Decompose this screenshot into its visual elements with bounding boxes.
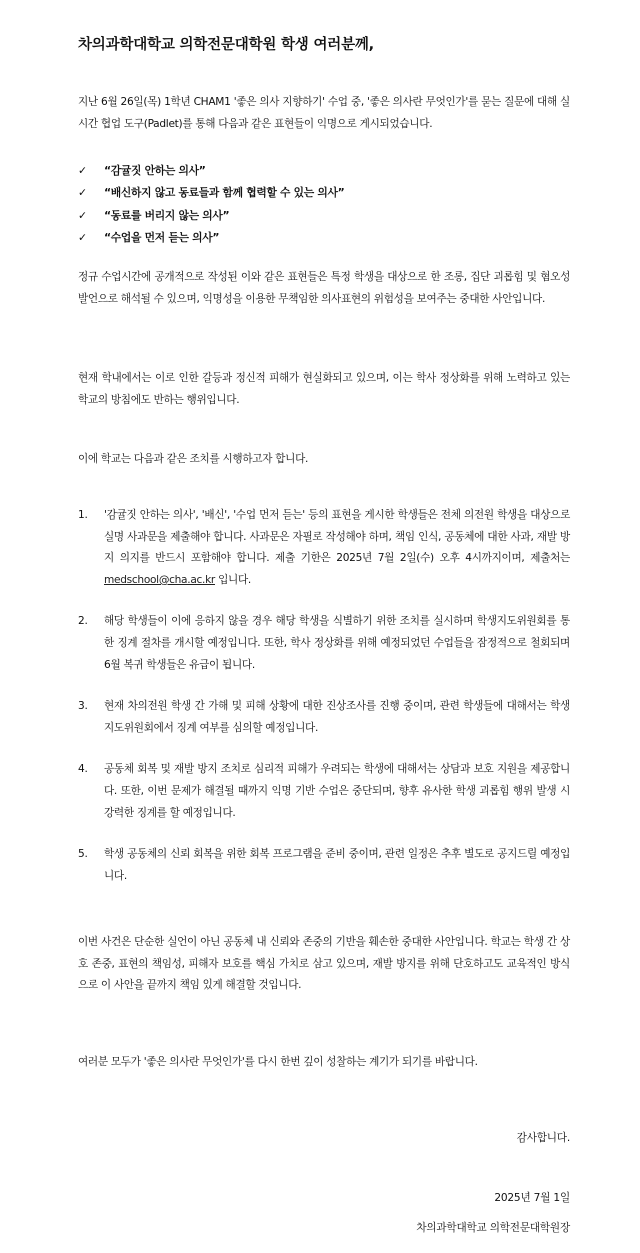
- item-text-tail: 입니다.: [218, 573, 251, 586]
- item-number: 2.: [78, 615, 88, 628]
- measure-item-3: [78, 696, 570, 739]
- paragraph-reflection: 여러분 모두가 '좋은 의사란 무엇인가'를 다시 한번 깊이 성찰하는 계기가 되기를 바랍니다.: [78, 1056, 478, 1068]
- paragraph-seriousness: 정규 수업시간에 공개적으로 작성된 이와 같은 표현들은 특정 학생을 대상으로 한 조롱, 집단 괴롭힘 및 혐오성 발언으로 해석될 수 있으며, 익명성을 이용한 무책임한 의사표현의 위험성을 보여주는 중대한 사안입니다.: [78, 271, 570, 305]
- item-number: 4.: [78, 763, 88, 776]
- check-icon: ✓: [78, 208, 87, 222]
- letter-title: 차의과학대학교 의학전문대학원 학생 여러분께,: [78, 37, 374, 53]
- quote-text: “감귤짓 안하는 의사”: [104, 164, 206, 177]
- item-text: '감귤짓 안하는 의사', '배신', '수업 먼저 듣는' 등의 표현을 게시한 학생들은 전체 의전원 학생을 대상으로 실명 사과문을 제출해야 합니다. 사과문은 자필로 작성해야 하며, 책임 인식, 공동체에 대한 사과, 재발 방지 의지를 반드시 포함해야 합니다. 제출 기한은 2025년 7월 2일(수) 오후 4시까지이며, 제출처는: [104, 509, 570, 565]
- quote-text: “배신하지 않고 동료들과 함께 협력할 수 있는 의사”: [104, 186, 345, 200]
- quote-item: [78, 182, 578, 204]
- quote-item: [78, 227, 578, 249]
- quoted-expressions-list: [78, 160, 578, 250]
- item-text: 공동체 회복 및 재발 방지 조치로 심리적 피해가 우려되는 학생에 대해서는 상담과 보호 지원을 제공합니다. 또한, 이번 문제가 해결될 때까지 익명 기반 수업은 중단되며, 향후 유사한 학생 괴롭힘 행위 발생 시 강력한 징계를 할 예정입니다.: [104, 763, 570, 819]
- check-icon: ✓: [78, 186, 87, 200]
- item-number: 1.: [78, 509, 88, 521]
- measures-list: [78, 505, 570, 887]
- quote-text: “동료를 버리지 않는 의사”: [104, 208, 230, 222]
- measure-item-1: [78, 505, 570, 591]
- paragraph-conclusion: 이번 사건은 단순한 실언이 아닌 공동체 내 신뢰와 존중의 기반을 훼손한 중대한 사안입니다. 학교는 학생 간 상호 존중, 표현의 책임성, 피해자 보호를 핵심 가치로 삼고 있으며, 재발 방지를 위해 단호하고도 교육적인 방식으로 이 사안을 끝까지 책임 있게 해결할 것입니다.: [78, 936, 570, 991]
- quote-item: [78, 160, 578, 182]
- email-link[interactable]: medschool@cha.ac.kr: [104, 573, 215, 586]
- quote-item: [78, 205, 578, 227]
- check-icon: ✓: [78, 164, 87, 177]
- item-text: 학생 공동체의 신뢰 회복을 위한 회복 프로그램을 준비 중이며, 관련 일정은 추후 별도로 공지드릴 예정입니다.: [104, 848, 570, 882]
- paragraph-measures-intro: 이에 학교는 다음과 같은 조치를 시행하고자 합니다.: [78, 453, 309, 465]
- item-number: 5.: [78, 848, 88, 861]
- item-text: 해당 학생들이 이에 응하지 않을 경우 해당 학생을 식별하기 위한 조치를 실시하며 학생지도위원회를 통한 징계 절차를 개시할 예정입니다. 또한, 학사 정상화를 위해 예정되었던 수업들을 잠정적으로 철회되며 6월 복귀 학생들은 유급이 됩니다.: [104, 615, 570, 671]
- paragraph-current-situation: 현재 학내에서는 이로 인한 갈등과 정신적 피해가 현실화되고 있으며, 이는 학사 정상화를 위해 노력하고 있는 학교의 방침에도 반하는 행위입니다.: [78, 372, 570, 406]
- letter-signature: 차의과학대학교 의학전문대학원장: [416, 1222, 570, 1234]
- letter-date: 2025년 7월 1일: [494, 1192, 570, 1204]
- quote-text: “수업을 먼저 듣는 의사”: [104, 231, 220, 245]
- item-number: 3.: [78, 700, 88, 713]
- measure-item-2: [78, 611, 570, 676]
- measure-item-5: [78, 844, 570, 887]
- item-text: 현재 차의전원 학생 간 가해 및 피해 상황에 대한 진상조사를 진행 중이며, 관련 학생들에 대해서는 학생지도위원회에서 징계 여부를 심의할 예정입니다.: [104, 700, 570, 734]
- measure-item-4: [78, 759, 570, 824]
- intro-paragraph: 지난 6월 26일(목) 1학년 CHAM1 '좋은 의사 지향하기' 수업 중, '좋은 의사란 무엇인가'를 묻는 질문에 대해 실시간 협업 도구(Padlet)를 통해 다음과 같은 표현들이 익명으로 게시되었습니다.: [78, 96, 570, 130]
- closing-thanks: 감사합니다.: [516, 1132, 570, 1144]
- check-icon: ✓: [78, 231, 87, 245]
